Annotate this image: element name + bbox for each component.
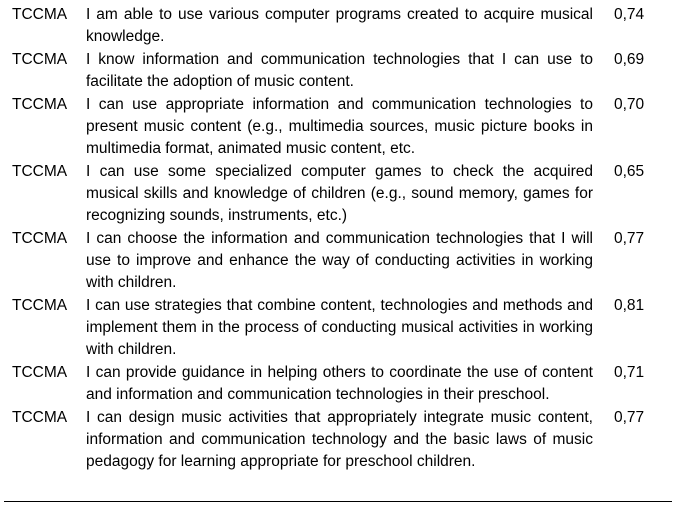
table-row <box>0 94 676 160</box>
table-row <box>0 49 676 93</box>
row-statement: I can provide guidance in helping others to coordinate the use of content and information and communication technologies in their preschool. <box>86 364 593 403</box>
row-statement: I can use some specialized computer games to check the acquired musical skills and knowledge of children (e.g., sound memory, games for recognizing sounds, instruments, etc.) <box>86 163 593 224</box>
row-code: TCCMA <box>12 409 68 426</box>
row-statement: I am able to use various computer programs created to acquire musical knowledge. <box>86 6 593 45</box>
table-row <box>0 362 676 406</box>
table-row <box>0 295 676 361</box>
row-code: TCCMA <box>12 51 68 68</box>
row-loading: 0,77 <box>614 230 645 247</box>
row-code: TCCMA <box>12 96 68 113</box>
table-row <box>0 4 676 48</box>
items-table <box>0 4 676 473</box>
row-code: TCCMA <box>12 297 68 314</box>
row-code: TCCMA <box>12 6 68 23</box>
row-statement: I can design music activities that appropriately integrate music content, information and communication technology and the basic laws of music pedagogy for learning appropriate for preschool children. <box>86 409 593 470</box>
table-row <box>0 161 676 227</box>
row-statement: I can use strategies that combine content, technologies and methods and implement them in the process of conducting musical activities in working with children. <box>86 297 593 358</box>
row-code: TCCMA <box>12 163 68 180</box>
table-bottom-rule <box>4 501 672 502</box>
row-code: TCCMA <box>12 364 68 381</box>
table-row <box>0 228 676 294</box>
row-statement: I can use appropriate information and communication technologies to present music content (e.g., multimedia sources, music picture books in multimedia format, animated music content, etc. <box>86 96 593 157</box>
row-loading: 0,70 <box>614 96 645 113</box>
row-loading: 0,71 <box>614 364 645 381</box>
row-loading: 0,65 <box>614 163 645 180</box>
table-row <box>0 407 676 473</box>
row-loading: 0,74 <box>614 6 645 23</box>
row-loading: 0,81 <box>614 297 645 314</box>
row-loading: 0,77 <box>614 409 645 426</box>
row-loading: 0,69 <box>614 51 645 68</box>
row-code: TCCMA <box>12 230 68 247</box>
row-statement: I know information and communication technologies that I can use to facilitate the adoption of music content. <box>86 51 593 90</box>
row-statement: I can choose the information and communication technologies that I will use to improve and enhance the way of conducting activities in working with children. <box>86 230 593 291</box>
